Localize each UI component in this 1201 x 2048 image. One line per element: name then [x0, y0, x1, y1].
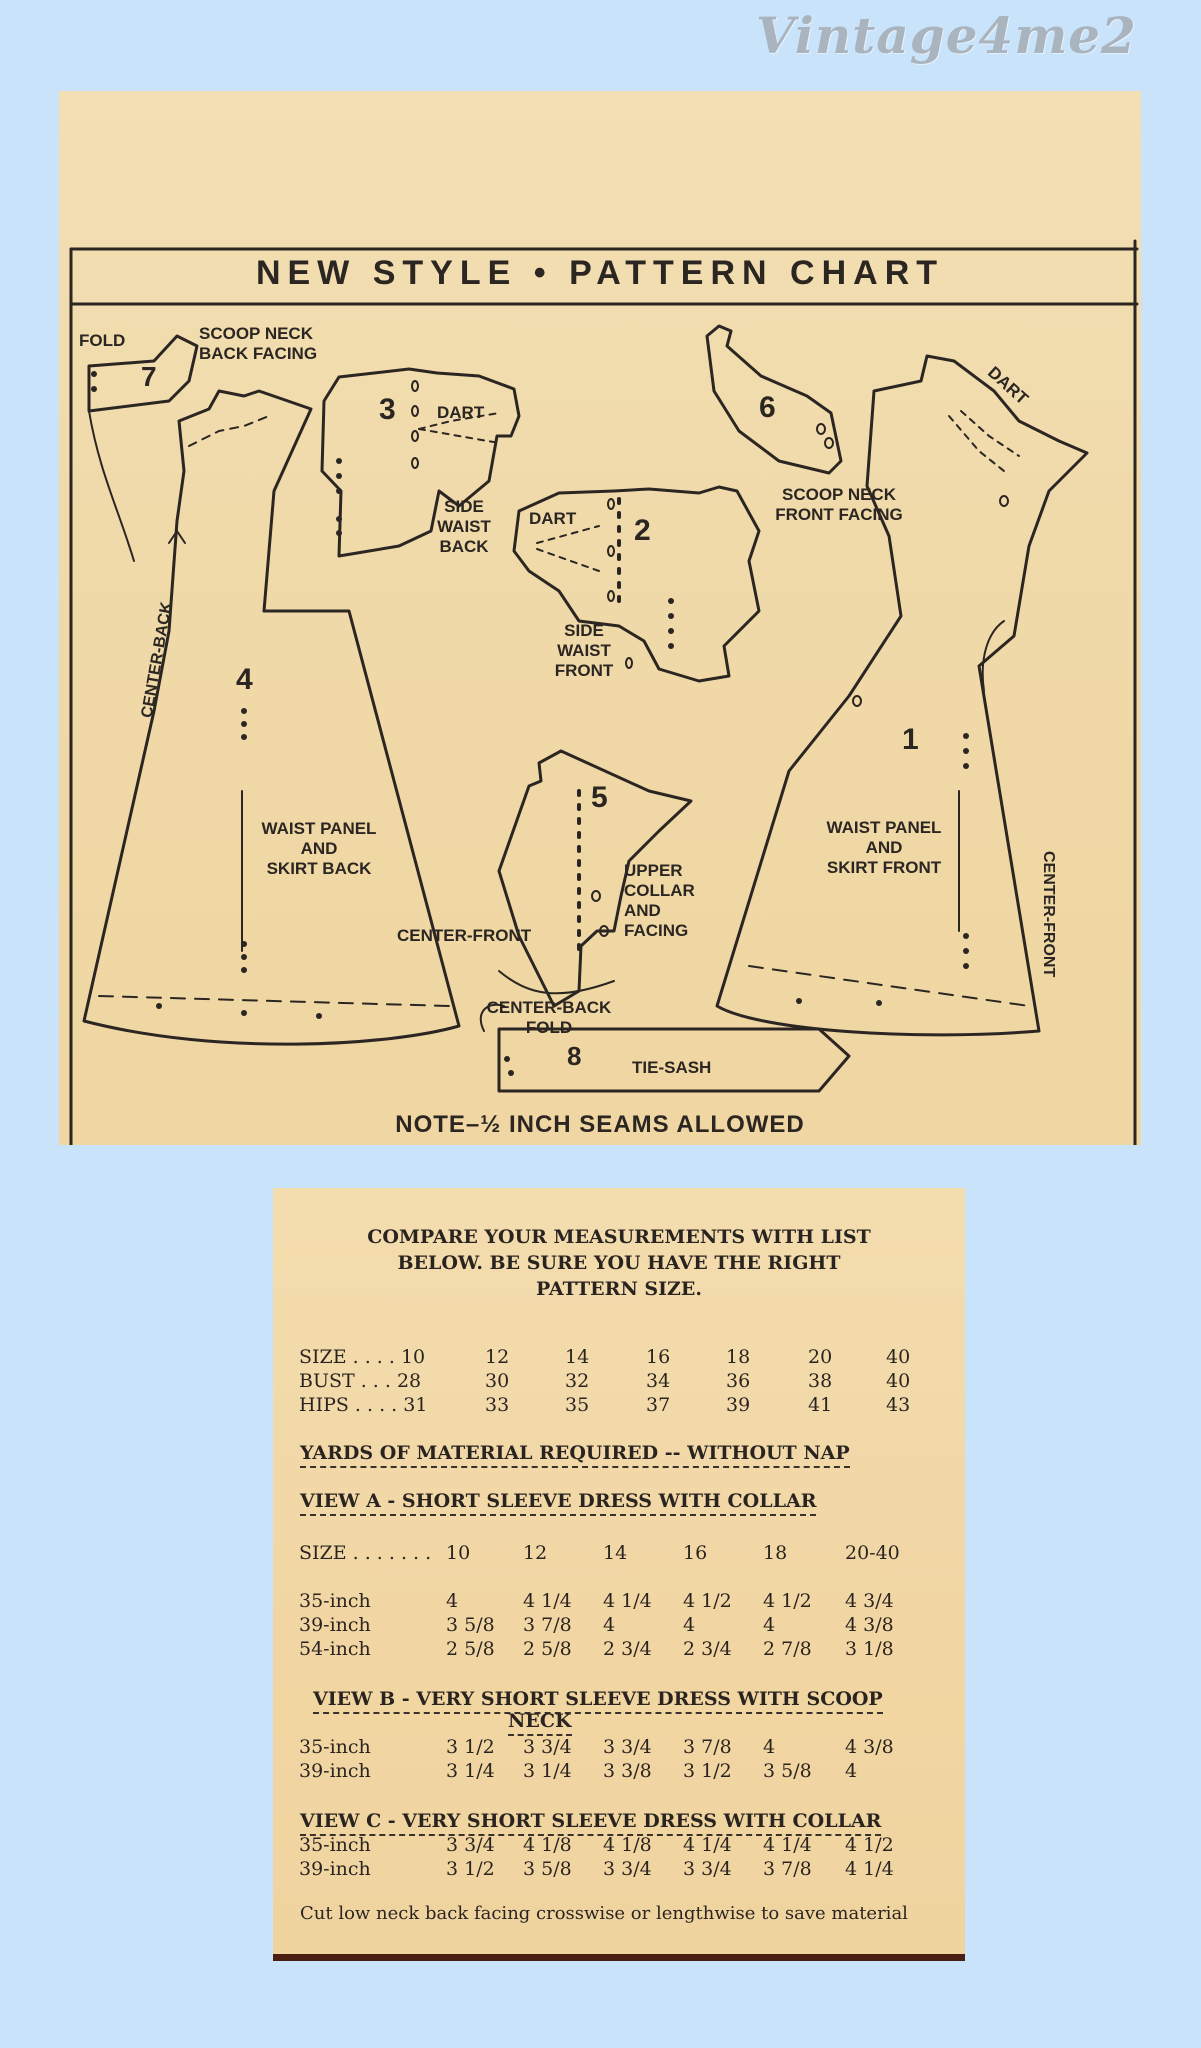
cell: 20-40 [845, 1542, 900, 1564]
cell: 3 1/2 [446, 1858, 495, 1880]
fold-label: FOLD [79, 331, 126, 350]
sash-center-back-fold-label: CENTER-BACK FOLD [486, 998, 612, 1037]
bust-row [273, 1370, 965, 1394]
pattern-drawing [59, 91, 1141, 1145]
pattern-chart-panel [59, 91, 1141, 1145]
cell: 39 [726, 1394, 751, 1416]
piece-6-number: 6 [759, 391, 776, 424]
cell: 12 [485, 1346, 510, 1368]
cell: 16 [683, 1542, 708, 1564]
piece-3-label: SIDE WAIST BACK [437, 497, 491, 556]
row-label: 35-inch [299, 1834, 371, 1856]
cell: 4 1/2 [683, 1590, 732, 1612]
cell: 3 1/2 [683, 1760, 732, 1782]
cell: 4 [763, 1614, 776, 1636]
cell: 4 [603, 1614, 616, 1636]
cell: 2 7/8 [763, 1638, 812, 1660]
view-c-row-35 [273, 1834, 965, 1858]
cell: 30 [485, 1370, 510, 1392]
cell: 3 5/8 [446, 1614, 495, 1636]
cell: 38 [808, 1370, 833, 1392]
cell: 4 3/8 [845, 1736, 894, 1758]
cell: 35 [565, 1394, 590, 1416]
cell: 3 3/4 [523, 1736, 572, 1758]
cell: 4 3/4 [845, 1590, 894, 1612]
cutting-note: Cut low neck back facing crosswise or lengthwise to save material [300, 1903, 908, 1924]
piece-4-label: WAIST PANEL AND SKIRT BACK [261, 819, 377, 878]
cell: 4 1/4 [845, 1858, 894, 1880]
intro-line: PATTERN SIZE. [535, 1278, 703, 1300]
cell: 2 5/8 [523, 1638, 572, 1660]
cell: 20 [808, 1346, 833, 1368]
cell: 2 3/4 [683, 1638, 732, 1660]
piece-2-label: SIDE WAIST FRONT [554, 621, 614, 680]
cell: 3 3/4 [683, 1858, 732, 1880]
intro-text [273, 1224, 965, 1302]
cell: 2 5/8 [446, 1638, 495, 1660]
piece-5-label: UPPER COLLAR AND FACING [624, 861, 695, 940]
watermark: Vintage4me2 [756, 6, 1137, 65]
cell: 3 1/4 [523, 1760, 572, 1782]
cell: 2 3/4 [603, 1638, 652, 1660]
view-a-row-39 [273, 1614, 965, 1638]
cell: 4 1/8 [523, 1834, 572, 1856]
cell: 3 5/8 [763, 1760, 812, 1782]
cell: 14 [565, 1346, 590, 1368]
cell: 3 3/4 [603, 1736, 652, 1758]
view-a-size-row [273, 1542, 965, 1566]
cell: 33 [485, 1394, 510, 1416]
center-front-label: CENTER-FRONT [1040, 851, 1057, 978]
view-b-row-35 [273, 1736, 965, 1760]
view-c-row-39 [273, 1858, 965, 1882]
row-label: 39-inch [299, 1614, 371, 1636]
cell: 3 7/8 [523, 1614, 572, 1636]
cell: 4 1/4 [683, 1834, 732, 1856]
view-a-heading: VIEW A - SHORT SLEEVE DRESS WITH COLLAR [300, 1490, 816, 1516]
cell: 3 7/8 [683, 1736, 732, 1758]
piece-5-number: 5 [591, 781, 608, 814]
cell: 34 [646, 1370, 671, 1392]
row-label: SIZE . . . . 10 [299, 1346, 426, 1368]
yardage-heading: YARDS OF MATERIAL REQUIRED -- WITHOUT NAP [300, 1442, 850, 1468]
row-label: 54-inch [299, 1638, 371, 1660]
intro-line: BELOW. BE SURE YOU HAVE THE RIGHT [397, 1252, 841, 1274]
piece-4-number: 4 [236, 663, 253, 696]
chart-title: NEW STYLE • PATTERN CHART [255, 254, 945, 292]
piece-3-number: 3 [379, 393, 396, 426]
size-row [273, 1346, 965, 1370]
row-label: 39-inch [299, 1760, 371, 1782]
piece-2-dart-label: DART [529, 509, 577, 528]
cell: 32 [565, 1370, 590, 1392]
cell: 4 1/2 [763, 1590, 812, 1612]
cell: 3 5/8 [523, 1858, 572, 1880]
row-label: 35-inch [299, 1736, 371, 1758]
piece-6-label: SCOOP NECK FRONT FACING [775, 485, 903, 524]
view-b-heading-cont: NECK [508, 1710, 572, 1736]
piece-7-label: SCOOP NECK BACK FACING [199, 324, 318, 363]
piece-8-number: 8 [567, 1041, 582, 1071]
cell: 37 [646, 1394, 671, 1416]
cell: 16 [646, 1346, 671, 1368]
cell: 4 [683, 1614, 696, 1636]
measurements-panel [273, 1188, 965, 1961]
cell: 18 [763, 1542, 788, 1564]
view-c-heading: VIEW C - VERY SHORT SLEEVE DRESS WITH COLLAR [300, 1810, 881, 1836]
cell: 3 1/4 [446, 1760, 495, 1782]
fold-line [89, 411, 134, 561]
cell: 41 [808, 1394, 833, 1416]
cell: 4 [845, 1760, 858, 1782]
piece-3-dart-label: DART [437, 403, 485, 422]
cell: 14 [603, 1542, 628, 1564]
cell: 4 1/4 [523, 1590, 572, 1612]
center-back-label: CENTER-BACK [138, 600, 176, 720]
row-label: SIZE . . . . . . . [299, 1542, 432, 1564]
cell: 4 [446, 1590, 459, 1612]
cell: 40 [886, 1346, 911, 1368]
cell: 4 1/4 [763, 1834, 812, 1856]
cell: 3 3/4 [446, 1834, 495, 1856]
piece-7-number: 7 [141, 361, 157, 392]
piece-8-label: TIE-SASH [632, 1058, 712, 1077]
row-label: HIPS . . . . 31 [299, 1394, 428, 1416]
cell: 4 1/2 [845, 1834, 894, 1856]
cell: 12 [523, 1542, 548, 1564]
cell: 3 3/8 [603, 1760, 652, 1782]
cell: 43 [886, 1394, 911, 1416]
row-label: 35-inch [299, 1590, 371, 1612]
hips-row [273, 1394, 965, 1418]
cell: 4 3/8 [845, 1614, 894, 1636]
view-a-row-54 [273, 1638, 965, 1662]
collar-center-front-label: CENTER-FRONT [397, 926, 532, 945]
piece-1-dart-label: DART [984, 362, 1032, 409]
piece-4-outline [84, 391, 459, 1044]
piece-2-number: 2 [634, 514, 651, 547]
row-label: BUST . . . 28 [299, 1370, 422, 1392]
cell: 3 7/8 [763, 1858, 812, 1880]
cell: 36 [726, 1370, 751, 1392]
cell: 4 [763, 1736, 776, 1758]
view-b-row-39 [273, 1760, 965, 1784]
cell: 4 1/8 [603, 1834, 652, 1856]
piece-1-label: WAIST PANEL AND SKIRT FRONT [826, 818, 942, 877]
cell: 3 1/8 [845, 1638, 894, 1660]
cell: 3 3/4 [603, 1858, 652, 1880]
row-label: 39-inch [299, 1858, 371, 1880]
cell: 40 [886, 1370, 911, 1392]
seam-note: NOTE–½ INCH SEAMS ALLOWED [395, 1111, 805, 1138]
cell: 4 1/4 [603, 1590, 652, 1612]
cell: 10 [446, 1542, 471, 1564]
cell: 18 [726, 1346, 751, 1368]
intro-line: COMPARE YOUR MEASUREMENTS WITH LIST [367, 1226, 871, 1248]
view-a-row-35 [273, 1590, 965, 1614]
piece-1-number: 1 [902, 723, 919, 756]
cell: 3 1/2 [446, 1736, 495, 1758]
view-b-heading: VIEW B - VERY SHORT SLEEVE DRESS WITH SCOOP [313, 1688, 883, 1714]
